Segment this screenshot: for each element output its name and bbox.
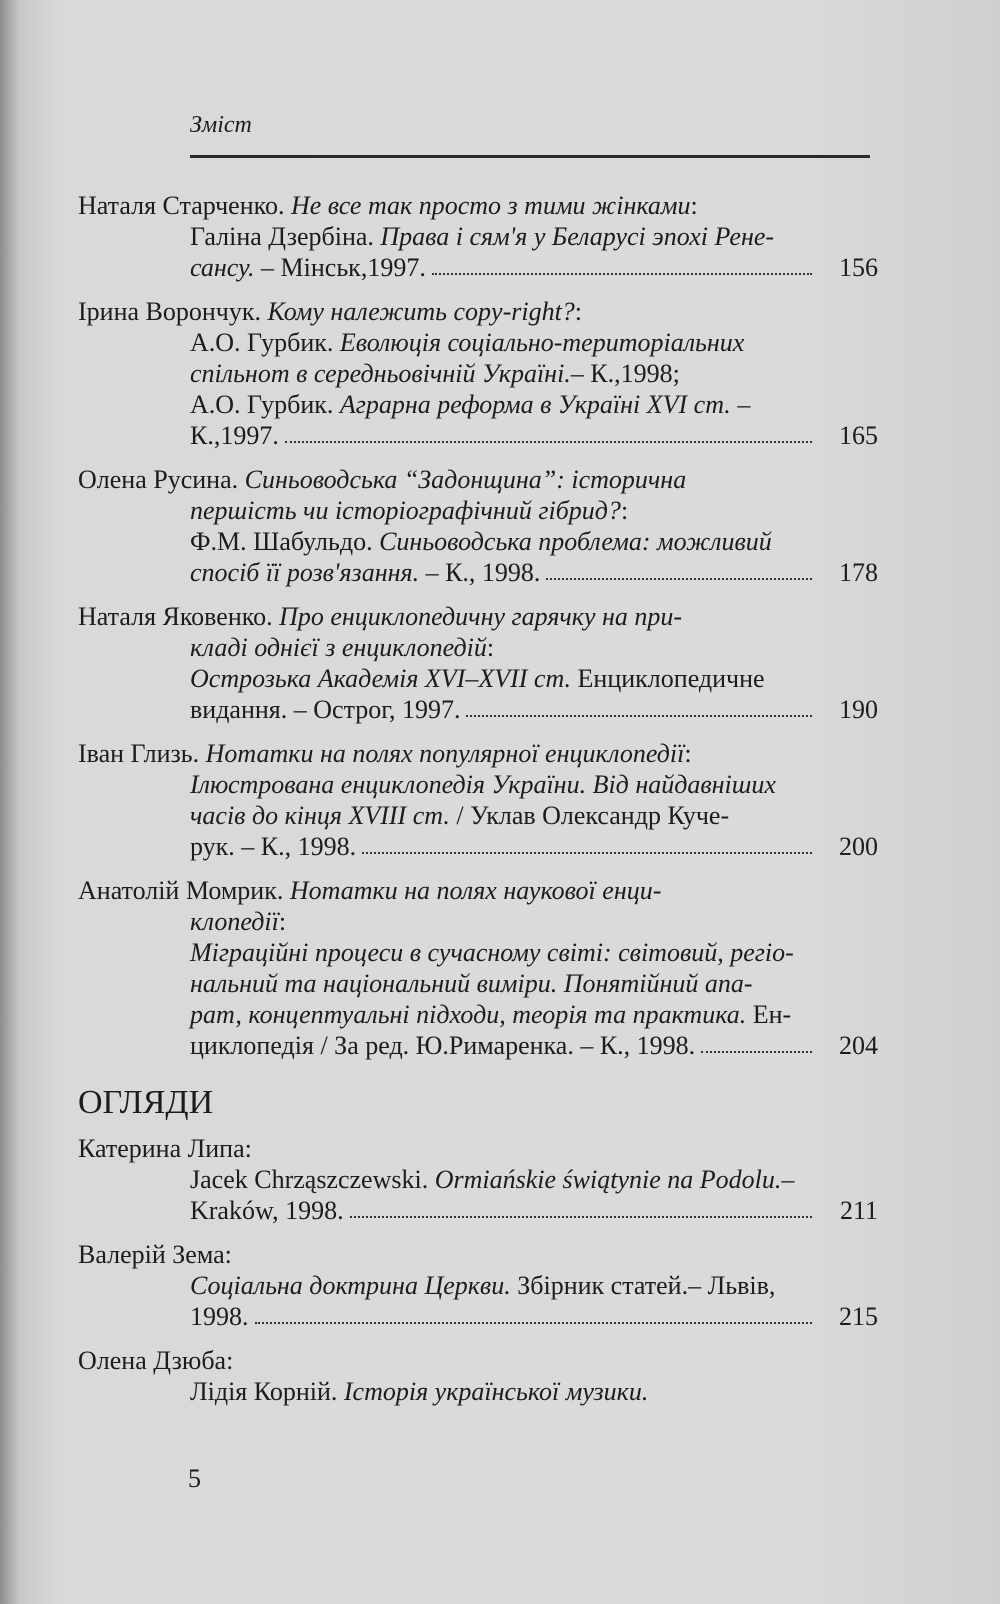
plain-text: Олена Русина. <box>78 465 245 494</box>
title-text: першість чи історіографічний гібрид? <box>190 496 621 525</box>
toc-line <box>78 389 878 420</box>
table-of-contents <box>78 190 878 1420</box>
toc-line <box>78 358 878 389</box>
plain-text: Збірник статей.– Львів, <box>510 1271 776 1300</box>
plain-text: – Мінськ,1997. <box>254 253 426 282</box>
page-ref: 215 <box>839 1302 878 1331</box>
toc-line <box>78 1376 878 1407</box>
reviews-list <box>78 1133 878 1407</box>
toc-line <box>78 694 878 725</box>
plain-text: Лідія Корній. <box>190 1377 344 1406</box>
title-text: Міграційні процеси в сучасному світі: світовий, регіо- <box>190 938 794 967</box>
entry-text <box>190 999 791 1030</box>
toc-entry <box>78 875 878 1061</box>
plain-text: Ен- <box>746 1000 792 1029</box>
entry-text <box>190 358 680 389</box>
title-text: Кому належить copy-right? <box>267 297 575 326</box>
entry-text <box>78 1239 232 1270</box>
toc-line <box>78 906 878 937</box>
plain-text: Катерина Липа: <box>78 1134 252 1163</box>
title-text: спільнот в середньовічній Україні. <box>190 359 571 388</box>
toc-line <box>78 190 878 221</box>
toc-line <box>78 769 878 800</box>
toc-entry <box>78 464 878 588</box>
title-text: Соціальна доктрина Церкви. <box>190 1271 511 1300</box>
plain-text: видання. – Острог, 1997. <box>190 695 461 724</box>
entry-text <box>190 252 426 283</box>
page-ref: 165 <box>839 421 878 450</box>
toc-line <box>78 937 878 968</box>
entry-text <box>190 937 794 968</box>
toc-line <box>78 663 878 694</box>
entry-text <box>190 221 774 252</box>
title-text: Історія української музики. <box>343 1377 649 1406</box>
dot-leader <box>432 252 812 283</box>
dot-leader <box>701 1030 812 1061</box>
toc-line <box>78 999 878 1030</box>
plain-text: 1998. <box>190 1302 249 1331</box>
entry-text <box>78 738 692 769</box>
plain-text: рук. – К., 1998. <box>190 832 357 861</box>
toc-line <box>78 1239 878 1270</box>
section-heading: ОГЛЯДИ <box>78 1084 214 1121</box>
toc-line <box>78 464 878 495</box>
articles-list <box>78 190 878 1061</box>
title-text: Еволюція соціально-територіальних <box>339 328 745 357</box>
dot-leader <box>546 557 812 588</box>
page-number: 5 <box>188 1464 201 1493</box>
title-text: спосіб її розв'язання. <box>190 558 420 587</box>
toc-line <box>78 800 878 831</box>
title-text: Ілюстрована енциклопедія України. Від найдавніших <box>190 770 776 799</box>
plain-text: К.,1997. <box>190 421 279 450</box>
toc-line <box>78 526 878 557</box>
plain-text: Іван Глизь. <box>78 739 206 768</box>
page-ref: 190 <box>839 695 878 724</box>
entry-text <box>78 875 661 906</box>
toc-entry <box>78 1345 878 1407</box>
toc-line <box>78 327 878 358</box>
dot-leader <box>362 831 812 862</box>
entry-text <box>78 1345 233 1376</box>
plain-text: Енциклопедичне <box>571 664 765 693</box>
plain-text: Наталя Старченко. <box>78 191 291 220</box>
dot-leader <box>255 1301 813 1332</box>
toc-entry <box>78 738 878 862</box>
toc-line <box>78 831 878 862</box>
toc-line <box>78 875 878 906</box>
page-ref: 204 <box>839 1031 878 1060</box>
title-text: Нотатки на полях наукової енци- <box>289 876 662 905</box>
plain-text: / Уклав Олександр Куче- <box>449 801 730 830</box>
toc-entry <box>78 601 878 725</box>
entry-text <box>78 1133 252 1164</box>
toc-line <box>78 738 878 769</box>
entry-text <box>190 1164 794 1195</box>
plain-text: : <box>690 191 698 220</box>
toc-line <box>78 1133 878 1164</box>
toc-line <box>78 420 878 451</box>
title-text: клопедії <box>190 907 279 936</box>
plain-text: : <box>486 633 495 662</box>
toc-line <box>78 632 878 663</box>
entry-text <box>190 1195 344 1226</box>
toc-line <box>78 557 878 588</box>
toc-entry <box>78 1133 878 1226</box>
title-text: часів до кінця XVIII ст. <box>190 801 450 830</box>
plain-text: – К., 1998. <box>419 558 541 587</box>
dot-leader <box>285 420 812 451</box>
entry-text <box>190 1376 648 1407</box>
plain-text: Kraków, 1998. <box>190 1196 344 1225</box>
entry-text <box>190 420 279 451</box>
plain-text: Наталя Яковенко. <box>78 602 280 631</box>
plain-text: – К.,1998; <box>570 359 680 388</box>
entry-text <box>78 464 686 495</box>
entry-text <box>190 906 286 937</box>
plain-text: Ф.М. Шабульдо. <box>190 527 380 556</box>
entry-text <box>190 1270 775 1301</box>
title-text: Острозька Академія XVI–XVII ст. <box>190 664 572 693</box>
entry-text <box>78 190 698 221</box>
toc-entry <box>78 1239 878 1332</box>
title-text: Права і сям'я у Беларусі эпохі Рене- <box>380 222 775 251</box>
title-text: нальний та національний виміри. Понятійний апа- <box>190 969 753 998</box>
entry-text <box>190 968 753 999</box>
entry-text <box>190 557 540 588</box>
plain-text: Олена Дзюба: <box>78 1346 234 1375</box>
title-text: Синьоводська “Задонщина”: історична <box>244 465 687 494</box>
entry-text <box>190 800 729 831</box>
entry-text <box>190 495 628 526</box>
plain-text: Анатолій Момрик. <box>78 876 290 905</box>
plain-text: : <box>684 739 692 768</box>
entry-text <box>190 831 356 862</box>
toc-line <box>78 252 878 283</box>
title-text: Ormiańskie świątynie na Podolu. <box>434 1165 782 1194</box>
plain-text: циклопедія / За ред. Ю.Римаренка. – К., 1998. <box>190 1031 696 1060</box>
toc-line <box>78 221 878 252</box>
plain-text: – <box>781 1165 795 1194</box>
header-rule <box>190 155 870 158</box>
title-text: Синьоводська проблема: можливий <box>379 527 772 556</box>
entry-text <box>190 1301 249 1332</box>
entry-text <box>190 632 494 663</box>
entry-text <box>190 526 772 557</box>
toc-line <box>78 1164 878 1195</box>
plain-text: Ірина Ворончук. <box>78 297 268 326</box>
plain-text: – <box>730 390 751 419</box>
title-text: Не все так просто з тими жінками <box>290 191 691 220</box>
dot-leader <box>466 694 812 725</box>
toc-line <box>78 968 878 999</box>
toc-entry <box>78 296 878 451</box>
title-text: Аграрна реформа в Україні XVI ст. <box>339 390 731 419</box>
toc-entry <box>78 190 878 283</box>
plain-text: А.О. Гурбик. <box>190 390 340 419</box>
toc-line <box>78 1345 878 1376</box>
entry-text <box>190 769 776 800</box>
page-ref: 200 <box>839 832 878 861</box>
title-text: рат, концептуальні підходи, теорія та практика. <box>190 1000 747 1029</box>
entry-text <box>78 296 582 327</box>
plain-text: : <box>278 907 287 936</box>
toc-line <box>78 1195 878 1226</box>
plain-text: А.О. Гурбик. <box>190 328 340 357</box>
toc-line <box>78 1030 878 1061</box>
plain-text: Галіна Дзербіна. <box>190 222 381 251</box>
title-text: сансу. <box>190 253 255 282</box>
entry-text <box>190 1030 695 1061</box>
toc-line <box>78 296 878 327</box>
toc-line <box>78 1301 878 1332</box>
title-text: Нотатки на полях популярної енциклопедії <box>205 739 685 768</box>
toc-line <box>78 601 878 632</box>
dot-leader <box>350 1195 812 1226</box>
toc-line <box>78 1270 878 1301</box>
page-ref: 211 <box>839 1196 878 1225</box>
title-text: кладі однієї з енциклопедій <box>190 633 487 662</box>
page-ref: 178 <box>839 558 878 587</box>
plain-text: Jacek Chrząszczewski. <box>190 1165 435 1194</box>
page-ref: 156 <box>839 253 878 282</box>
plain-text: : <box>620 496 629 525</box>
plain-text: : <box>574 297 583 326</box>
entry-text <box>78 601 682 632</box>
title-text: Про енциклопедичну гарячку на при- <box>279 602 683 631</box>
running-header: Зміст <box>190 112 252 138</box>
toc-line <box>78 495 878 526</box>
entry-text <box>190 694 460 725</box>
entry-text <box>190 327 744 358</box>
entry-text <box>190 389 750 420</box>
plain-text: Валерій Зема: <box>78 1240 232 1269</box>
entry-text <box>190 663 765 694</box>
